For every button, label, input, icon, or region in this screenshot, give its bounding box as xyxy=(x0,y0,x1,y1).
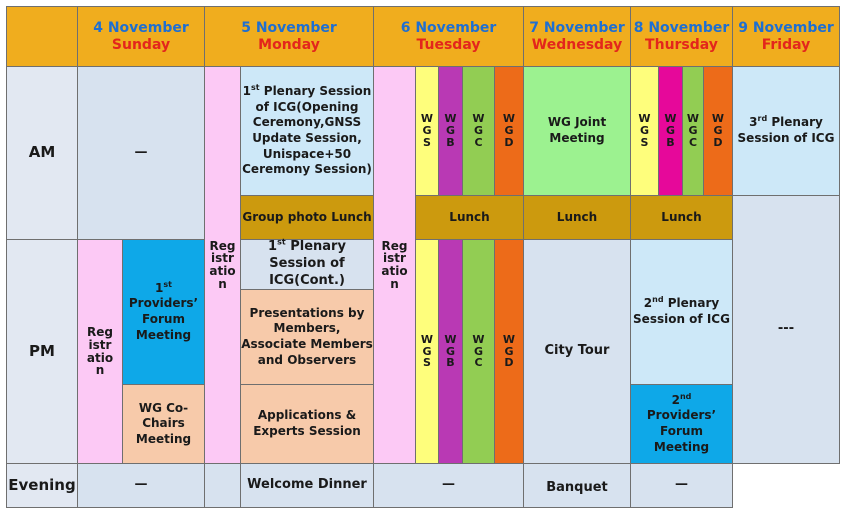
header-tuesday xyxy=(373,6,524,67)
plenary-session-1: 1st Plenary Session of ICG(Opening Ceremony,GNSS Update Session, Unispace+50 Ceremony Session) xyxy=(240,66,374,196)
header-date: 5 November xyxy=(241,20,337,37)
banquet: Banquet xyxy=(523,463,631,508)
plenary-session-3: 3rd Plenary Session of ICG xyxy=(732,66,840,196)
thursday-am-wgb: W G B xyxy=(658,66,683,196)
tuesday-pm-wgc: W G C xyxy=(462,239,495,464)
tuesday-am-wgs: W G S xyxy=(415,66,439,196)
tuesday-registration: Reg istr atio n xyxy=(373,66,416,464)
tuesday-evening-empty: — xyxy=(373,463,524,508)
thursday-am-wgc: W G C xyxy=(682,66,704,196)
wg-joint-meeting: WG Joint Meeting xyxy=(523,66,631,196)
header-date: 8 November xyxy=(633,20,730,37)
header-monday xyxy=(204,6,374,67)
tuesday-pm-wgs: W G S xyxy=(415,239,439,464)
tuesday-pm-wgb: W G B xyxy=(438,239,463,464)
thursday-am-wgs: W G S xyxy=(630,66,659,196)
plenary-session-2: 2nd Plenary Session of ICG xyxy=(630,239,733,385)
header-day: Thursday xyxy=(645,36,718,53)
header-day: Friday xyxy=(761,36,811,53)
providers-forum-2-text: Providers’ Forum Meeting xyxy=(646,408,717,454)
sunday-evening-empty: — xyxy=(77,463,205,508)
header-wednesday xyxy=(523,6,631,67)
wg-cochairs-meeting: WG Co-Chairs Meeting xyxy=(122,384,205,464)
header-friday xyxy=(732,6,840,67)
header-sunday xyxy=(77,6,205,67)
header-date: 9 November xyxy=(738,20,834,37)
header-corner xyxy=(6,6,78,67)
row-label-am: AM xyxy=(6,66,78,240)
monday-evening-blank xyxy=(204,463,241,508)
thursday-lunch: Lunch xyxy=(630,195,733,240)
tuesday-am-wgd: W G D xyxy=(494,66,524,196)
header-day: Tuesday xyxy=(416,36,481,53)
thursday-evening-empty: — xyxy=(630,463,733,508)
thursday-am-wgd: W G D xyxy=(703,66,733,196)
header-day: Monday xyxy=(258,36,320,53)
wednesday-lunch: Lunch xyxy=(523,195,631,240)
tuesday-pm-wgd: W G D xyxy=(494,239,524,464)
group-photo-lunch: Group photo Lunch xyxy=(240,195,374,240)
row-label-pm: PM xyxy=(6,239,78,464)
applications-experts-session: Applications & Experts Session xyxy=(240,384,374,464)
providers-forum-1 xyxy=(122,239,205,385)
header-date: 7 November xyxy=(529,20,625,37)
header-thursday xyxy=(630,6,733,67)
tuesday-am-wgb: W G B xyxy=(438,66,463,196)
plenary-session-1-cont: 1st Plenary Session of ICG(Cont.) xyxy=(240,239,374,290)
header-day: Sunday xyxy=(111,36,171,53)
monday-registration: Reg istr atio n xyxy=(204,66,241,464)
header-date: 6 November xyxy=(400,20,497,37)
city-tour: City Tour xyxy=(523,239,631,464)
sunday-am-empty: — xyxy=(77,66,205,240)
tuesday-am-wgc: W G C xyxy=(462,66,495,196)
header-day: Wednesday xyxy=(531,36,623,53)
ordinal: 2nd xyxy=(671,391,692,407)
providers-forum-2 xyxy=(630,384,733,464)
sunday-registration: Reg istr atio n xyxy=(77,239,123,464)
providers-forum-1-text: Providers’ Forum Meeting xyxy=(128,296,199,342)
tuesday-lunch: Lunch xyxy=(415,195,524,240)
presentations-session: Presentations by Members, Associate Members and Observers xyxy=(240,289,374,385)
row-label-evening: Evening xyxy=(6,463,78,508)
friday-pm-empty: --- xyxy=(732,195,840,464)
header-date: 4 November xyxy=(93,20,189,37)
welcome-dinner: Welcome Dinner xyxy=(240,463,374,508)
ordinal: 1st xyxy=(155,279,172,295)
